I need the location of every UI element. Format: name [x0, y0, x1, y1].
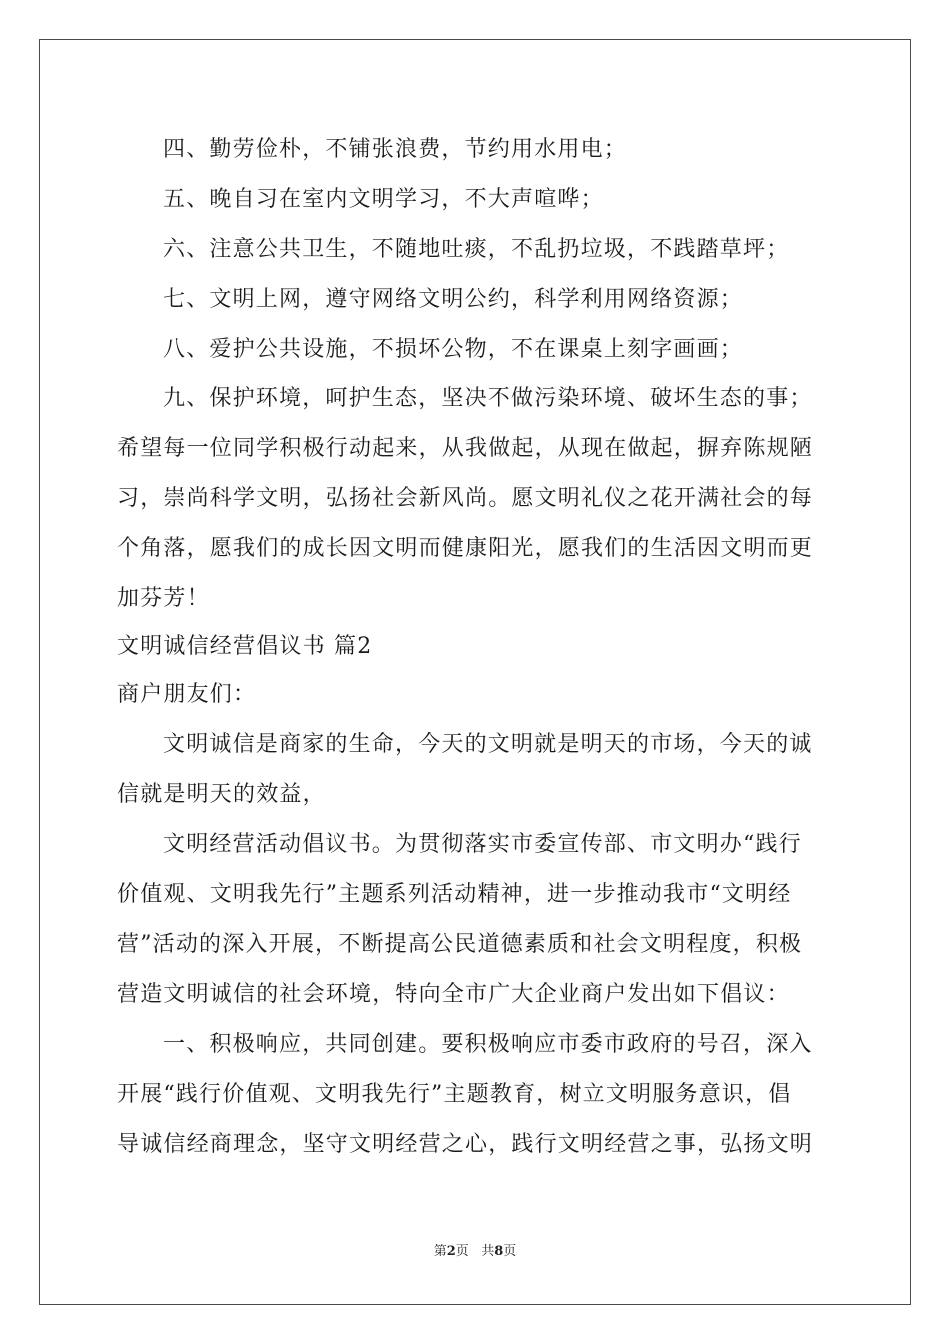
text-line: 八、爱护公共设施，不损坏公物，不在课桌上刻字画画； — [163, 337, 744, 362]
section-title: 文明诚信经营倡议书 篇2 — [117, 634, 373, 659]
total-prefix: 共 — [481, 1244, 495, 1259]
page-border — [39, 39, 911, 1305]
current-page-number: 2 — [446, 1244, 456, 1259]
text-line: 个角落，愿我们的成长因文明而健康阳光，愿我们的生活因文明而更 — [117, 536, 814, 561]
page-footer — [0, 1244, 950, 1260]
text-line: 一、积极响应，共同创建。要积极响应市委市政府的号召，深入 — [163, 1032, 813, 1057]
text-line: 文明经营活动倡议书。为贯彻落实市委宣传部、市文明办“践行 — [163, 832, 802, 857]
text-line: 九、保护环境，呵护生态，坚决不做污染环境、破坏生态的事； — [163, 386, 813, 411]
text-line: 六、注意公共卫生，不随地吐痰，不乱扔垃圾，不践踏草坪； — [163, 237, 790, 262]
total-page-number: 8 — [494, 1244, 504, 1259]
text-line: 营”活动的深入开展，不断提高公民道德素质和社会文明程度，积极 — [117, 932, 803, 957]
page-suffix: 页 — [455, 1244, 469, 1259]
text-line: 五、晚自习在室内文明学习，不大声喧哗； — [163, 187, 604, 212]
text-line: 信就是明天的效益， — [117, 782, 326, 807]
text-line: 希望每一位同学积极行动起来，从我做起，从现在做起，摒弃陈规陋 — [117, 436, 814, 461]
text-line: 价值观、文明我先行”主题系列活动精神，进一步推动我市“文明经 — [117, 882, 792, 907]
text-line: 加芬芳！ — [117, 586, 210, 611]
salutation: 商户朋友们： — [117, 682, 257, 707]
total-suffix: 页 — [503, 1244, 517, 1259]
text-line: 习，崇尚科学文明，弘扬社会新风尚。愿文明礼仪之花开满社会的每 — [117, 486, 814, 511]
text-line: 开展“践行价值观、文明我先行”主题教育，树立文明服务意识，倡 — [117, 1082, 792, 1107]
page-prefix: 第 — [433, 1244, 447, 1259]
text-line: 七、文明上网，遵守网络文明公约，科学利用网络资源； — [163, 287, 744, 312]
text-line: 四、勤劳俭朴，不铺张浪费，节约用水用电； — [163, 137, 628, 162]
text-line: 导诚信经商理念，坚守文明经营之心，践行文明经营之事，弘扬文明 — [117, 1132, 814, 1157]
text-line: 文明诚信是商家的生命，今天的文明就是明天的市场，今天的诚 — [163, 732, 813, 757]
text-line: 营造文明诚信的社会环境，特向全市广大企业商户发出如下倡议： — [117, 982, 790, 1007]
